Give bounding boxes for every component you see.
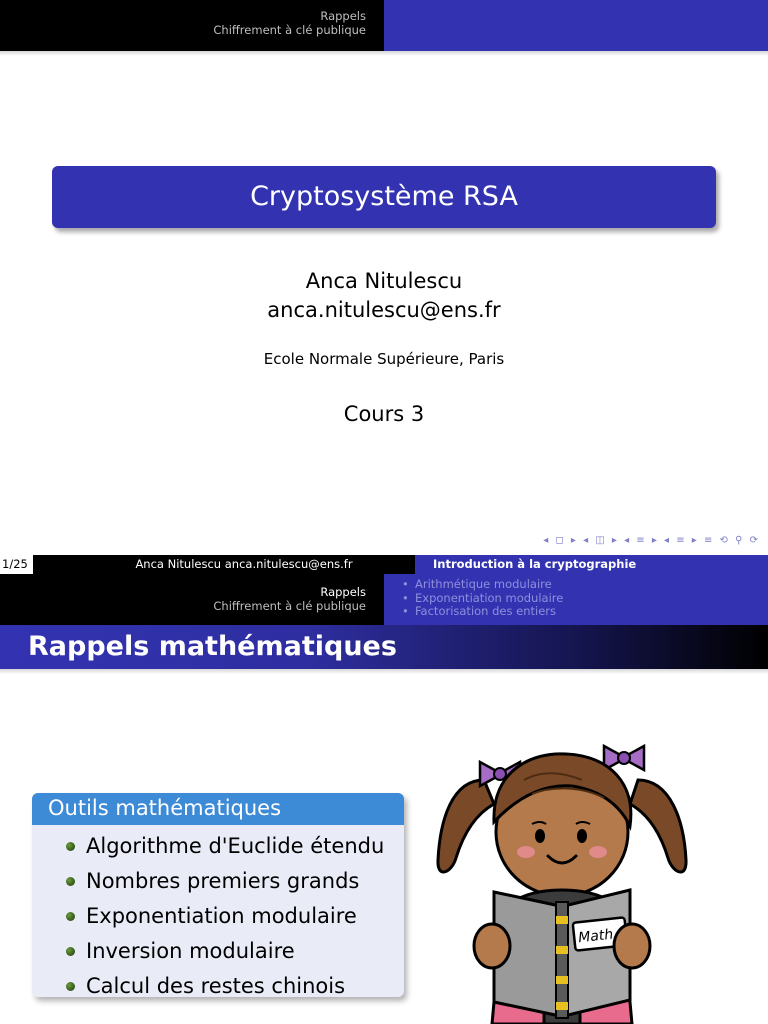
subsection-link-exponentiation[interactable]: • Exponentiation modulaire xyxy=(402,592,768,606)
list-item xyxy=(66,829,404,864)
page-counter: 1/25 xyxy=(0,555,33,574)
bullet-icon xyxy=(66,842,75,851)
block-title: Outils mathématiques xyxy=(32,793,404,825)
content-slide xyxy=(0,555,768,1024)
footline-author: Anca Nitulescu anca.nitulescu@ens.fr xyxy=(33,555,415,574)
section-link-chiffrement[interactable]: Chiffrement à clé publique xyxy=(213,599,366,613)
list-item-text: Inversion modulaire xyxy=(86,939,295,963)
section-navigation xyxy=(0,0,384,51)
subsection-link-factorisation[interactable]: • Factorisation des entiers xyxy=(402,605,768,619)
institute: Ecole Normale Supérieure, Paris xyxy=(263,350,505,368)
list-item-text: Exponentiation modulaire xyxy=(86,904,357,928)
section-link-rappels[interactable]: Rappels xyxy=(320,585,366,599)
author-email: anca.nitulescu@ens.fr xyxy=(267,298,501,322)
footline-title: Introduction à la cryptographie xyxy=(415,555,768,574)
headline-shadow xyxy=(0,51,768,56)
bullet-icon xyxy=(66,912,75,921)
author-name: Anca Nitulescu xyxy=(305,269,463,293)
list-item xyxy=(66,864,404,899)
frame-title: Rappels mathématiques xyxy=(0,625,768,669)
bullet-icon xyxy=(66,947,75,956)
subsection-navigation xyxy=(384,574,768,625)
bullet-icon xyxy=(66,982,75,991)
frame-title-shadow xyxy=(0,669,768,674)
bullet-icon xyxy=(66,877,75,886)
list-item xyxy=(66,934,404,969)
list-item-text: Algorithme d'Euclide étendu xyxy=(86,834,385,858)
subsection-navigation xyxy=(384,0,768,51)
section-link-rappels[interactable]: Rappels xyxy=(320,9,366,23)
headline-bar xyxy=(0,0,768,51)
tools-block xyxy=(32,793,404,997)
headline-bar-slide2 xyxy=(0,574,768,625)
list-item xyxy=(66,899,404,934)
section-link-chiffrement[interactable]: Chiffrement à clé publique xyxy=(213,23,366,37)
girl-reading-math-book-illustration xyxy=(432,740,692,1024)
section-navigation xyxy=(0,574,384,625)
book-label: Math xyxy=(577,926,615,947)
list-item xyxy=(66,969,404,997)
beamer-navigation-symbols[interactable]: ◂ ◻ ▸ ◂ ◫ ▸ ◂ ≡ ▸ ◂ ≡ ▸ ≡ ⟲ ⚲ ⟳ xyxy=(543,535,760,546)
footline xyxy=(0,555,768,574)
list-item-text: Calcul des restes chinois xyxy=(86,974,346,997)
subsection-link-arithmetique[interactable]: • Arithmétique modulaire xyxy=(402,578,768,592)
list-item-text: Nombres premiers grands xyxy=(86,869,360,893)
course-number: Cours 3 xyxy=(343,402,425,426)
block-body xyxy=(32,825,404,997)
presentation-title: Cryptosystème RSA xyxy=(52,166,716,228)
